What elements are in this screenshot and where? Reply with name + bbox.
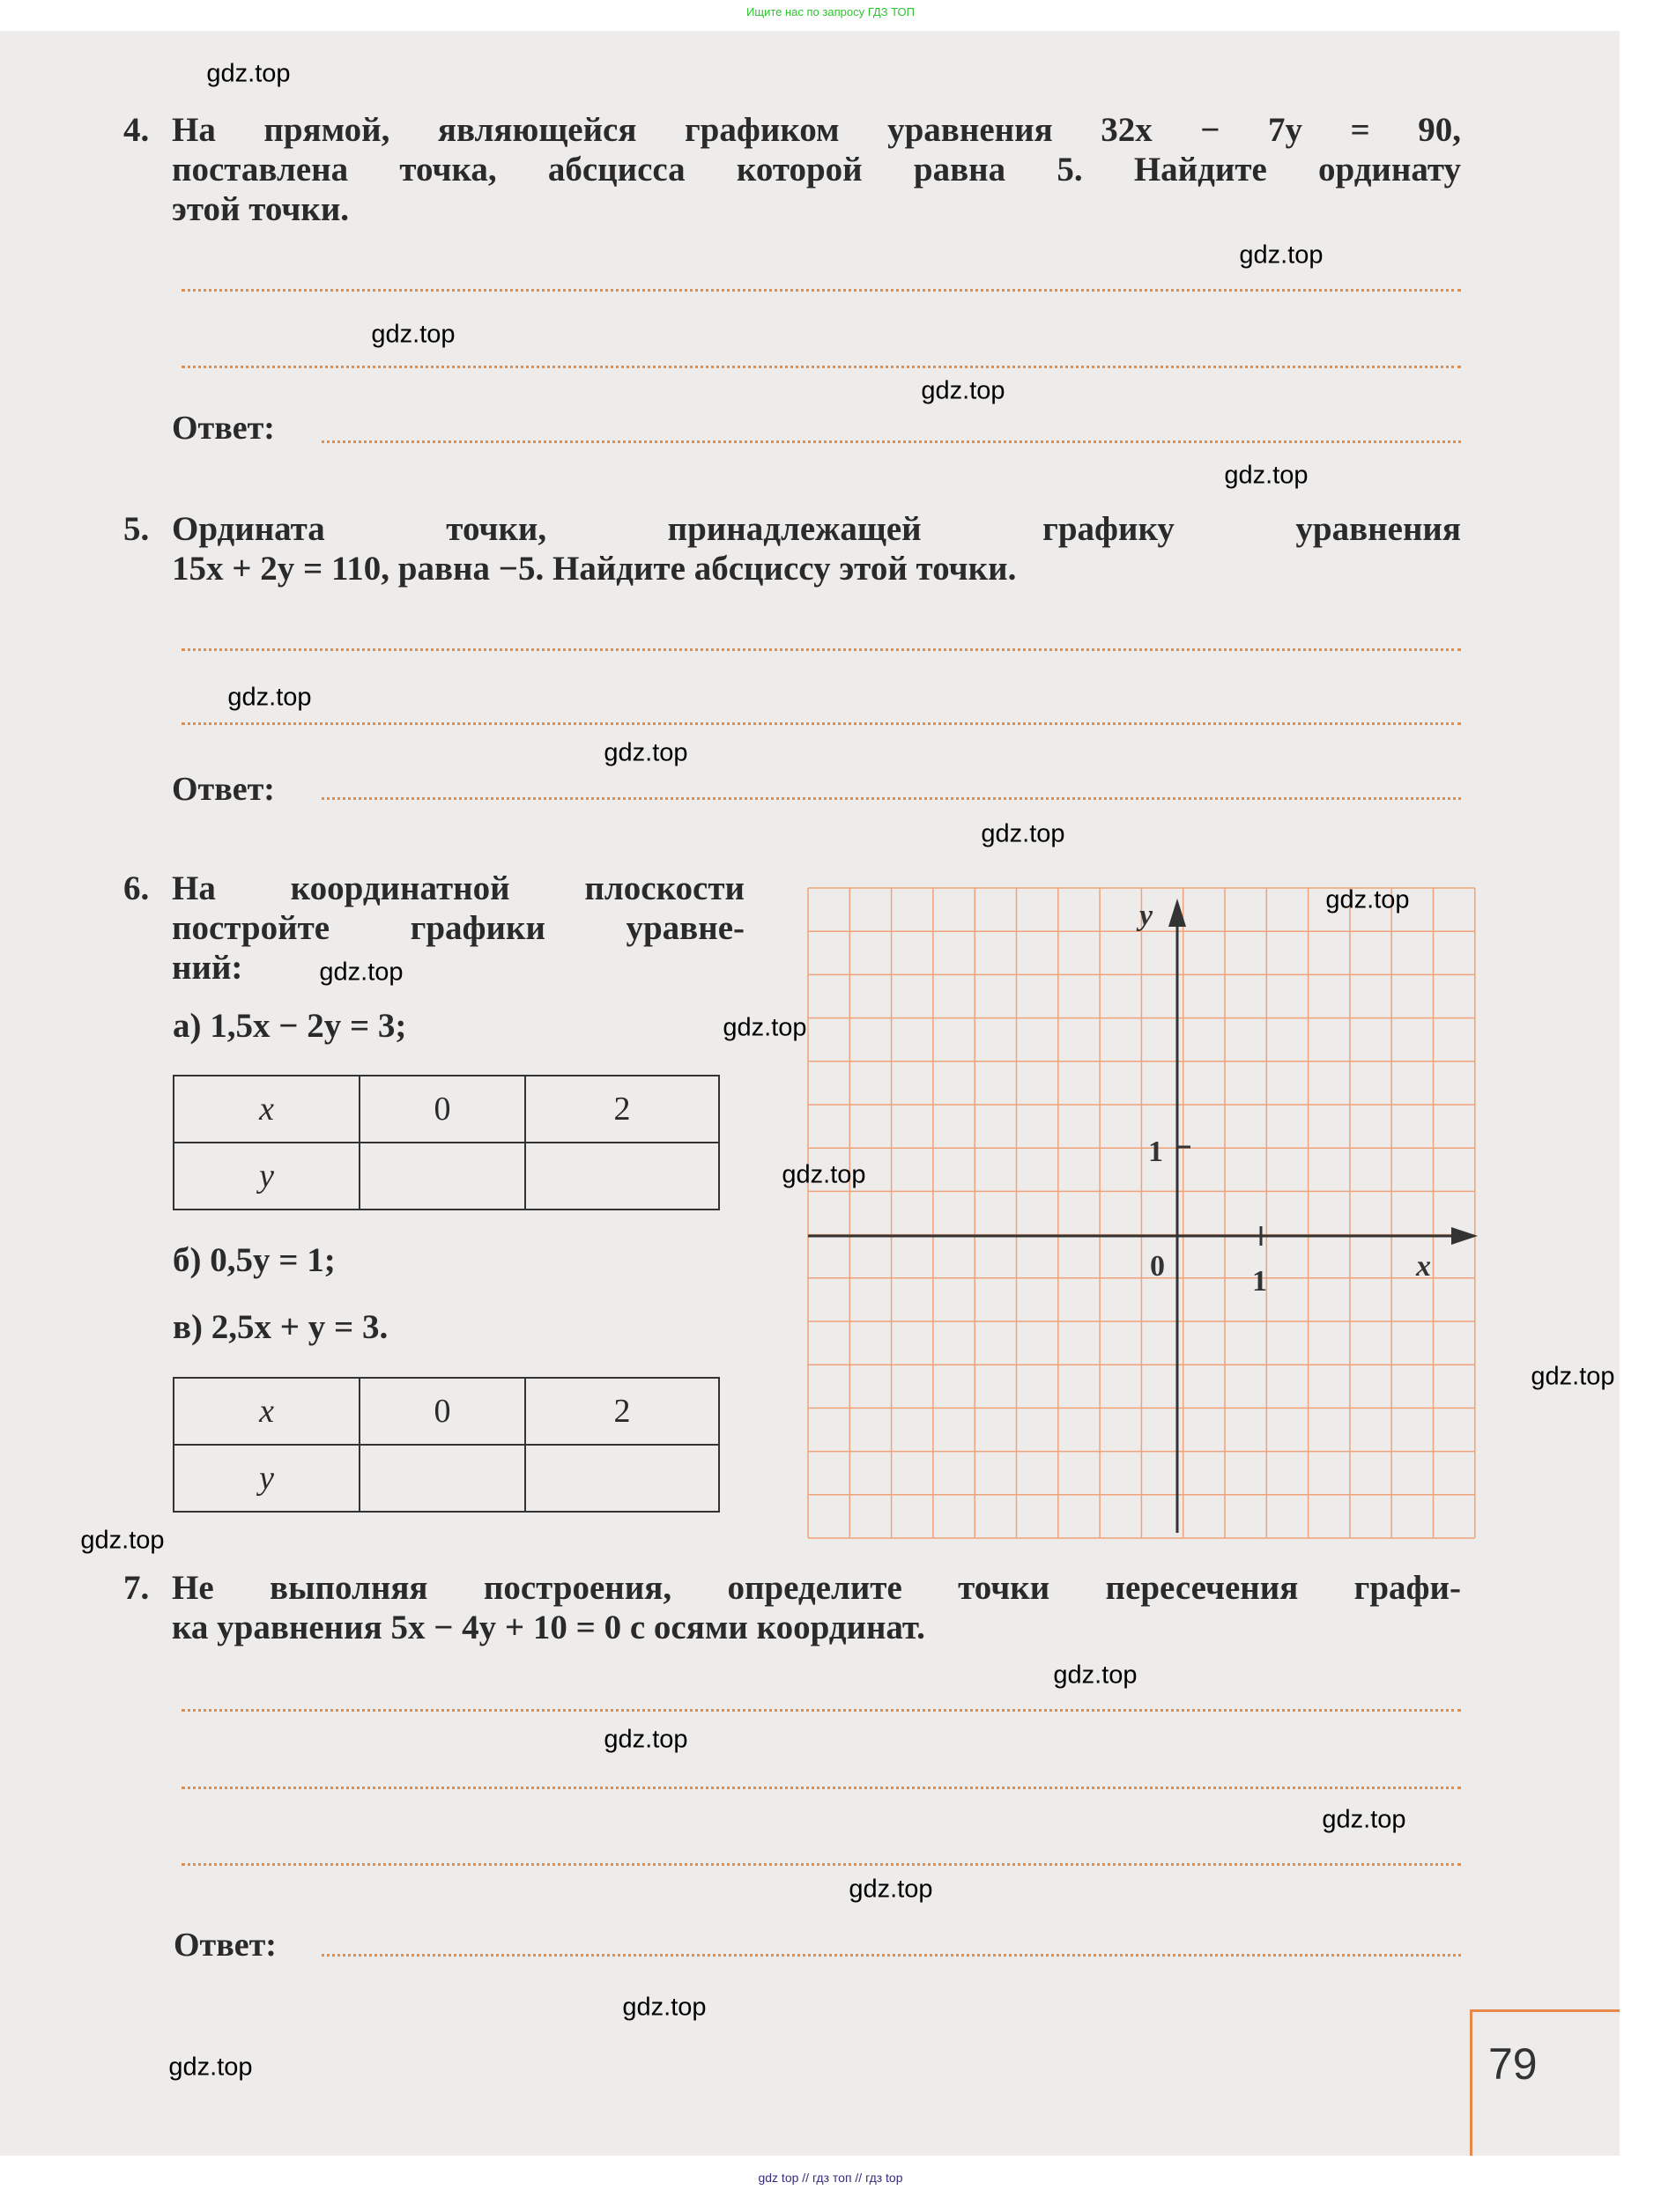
item-b-label: б) 0,5y = 1; (173, 1241, 336, 1279)
watermark: gdz.top (168, 2053, 253, 2082)
x-axis-label: x (1416, 1250, 1431, 1283)
header-banner (0, 0, 1661, 31)
watermark: gdz.top (782, 1160, 866, 1189)
task-line: ка уравнения 5x − 4y + 10 = 0 с осями координат. (172, 1609, 925, 1646)
task-7-number: 7. (123, 1569, 150, 1607)
answer-line[interactable] (182, 1863, 1461, 1866)
task-7-text (172, 1568, 1461, 1647)
answer-label: Ответ: (174, 1927, 277, 1964)
answer-input-line[interactable] (322, 440, 1461, 443)
task-line: этой точки. (172, 190, 350, 228)
table-input-cell[interactable] (525, 1143, 719, 1210)
watermark: gdz.top (604, 1725, 688, 1754)
watermark: gdz.top (604, 738, 688, 767)
answer-input-line[interactable] (322, 1954, 1461, 1957)
task-line: 15x + 2y = 110, равна −5. Найдите абсциссу этой точки. (172, 550, 1017, 588)
table-header-y: y (174, 1143, 360, 1210)
task-line: На координатной плоскости (172, 869, 745, 907)
watermark: gdz.top (849, 1875, 933, 1904)
values-table-a (173, 1075, 720, 1210)
table-header-x: x (174, 1076, 360, 1143)
watermark: gdz.top (1322, 1805, 1406, 1834)
watermark: gdz.top (1224, 461, 1309, 490)
y-axis-label: y (1139, 899, 1153, 932)
watermark: gdz.top (1053, 1661, 1138, 1690)
task-line: Ордината точки, принадлежащей графику уравнения (172, 510, 1461, 548)
footer-banner (0, 2156, 1661, 2212)
watermark: gdz.top (981, 819, 1065, 848)
watermark: gdz.top (921, 376, 1005, 405)
table-cell: 0 (360, 1076, 525, 1143)
table-cell: 2 (525, 1378, 719, 1445)
task-4-text (172, 110, 1461, 229)
x-tick-label: 1 (1252, 1265, 1267, 1298)
footer-banner-text: gdz top // гдз топ // гдз top (758, 2171, 903, 2185)
task-5-number: 5. (123, 510, 150, 548)
answer-line[interactable] (182, 1787, 1461, 1789)
grid-lines (808, 885, 1475, 1538)
watermark: gdz.top (319, 958, 404, 987)
item-a-label: а) 1,5x − 2y = 3; (173, 1007, 407, 1045)
watermark: gdz.top (622, 1993, 707, 2022)
answer-input-line[interactable] (322, 797, 1461, 800)
answer-line[interactable] (182, 722, 1461, 725)
watermark: gdz.top (1531, 1362, 1615, 1391)
answer-line[interactable] (182, 366, 1461, 368)
table-cell: 2 (525, 1076, 719, 1143)
task-line: ний: (172, 949, 243, 987)
table-header-x: x (174, 1378, 360, 1445)
answer-label: Ответ: (172, 771, 275, 808)
task-line: На прямой, являющейся графиком уравнения 32x − 7y = 90, (172, 111, 1461, 149)
answer-line[interactable] (182, 1709, 1461, 1712)
watermark: gdz.top (723, 1013, 807, 1042)
task-4-number: 4. (123, 111, 150, 149)
task-6-text (172, 869, 745, 988)
page-number: 79 (1488, 2039, 1538, 2089)
watermark: gdz.top (206, 59, 291, 88)
table-input-cell[interactable] (360, 1445, 525, 1512)
table-input-cell[interactable] (360, 1143, 525, 1210)
watermark: gdz.top (371, 320, 456, 349)
origin-label: 0 (1150, 1250, 1165, 1283)
item-c-label: в) 2,5x + y = 3. (173, 1308, 389, 1346)
task-6-number: 6. (123, 869, 150, 907)
task-line: постройте графики уравне- (172, 909, 745, 947)
task-5-text (172, 509, 1461, 588)
watermark: gdz.top (80, 1526, 165, 1555)
table-cell: 0 (360, 1378, 525, 1445)
answer-line[interactable] (182, 289, 1461, 292)
answer-label: Ответ: (172, 410, 275, 447)
watermark: gdz.top (1325, 885, 1410, 914)
y-tick-label: 1 (1148, 1136, 1163, 1168)
values-table-c (173, 1377, 720, 1513)
coordinate-plane[interactable] (797, 872, 1485, 1542)
task-line: поставлена точка, абсцисса которой равна 5. Найдите ординату (172, 151, 1461, 189)
table-header-y: y (174, 1445, 360, 1512)
header-banner-text: Ищите нас по запросу ГДЗ ТОП (746, 5, 915, 18)
x-axis-arrow-icon (1451, 1227, 1478, 1245)
watermark: gdz.top (1239, 240, 1324, 270)
watermark: gdz.top (227, 683, 312, 712)
table-input-cell[interactable] (525, 1445, 719, 1512)
page-number-box (1470, 2009, 1620, 2156)
task-line: Не выполняя построения, определите точки пересечения графи- (172, 1569, 1461, 1607)
answer-line[interactable] (182, 648, 1461, 651)
